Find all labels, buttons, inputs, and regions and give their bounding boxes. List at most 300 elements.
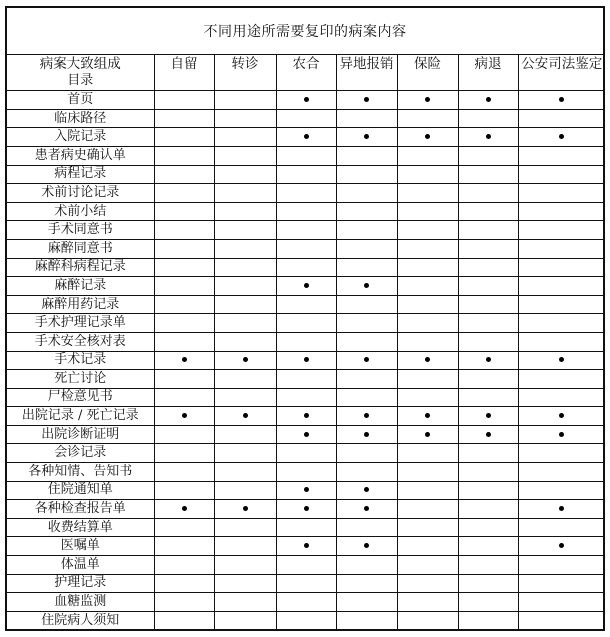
- mark-cell: [458, 277, 518, 296]
- bullet-mark-icon: [304, 487, 309, 492]
- bullet-mark-icon: [425, 357, 430, 362]
- mark-cell: [518, 332, 605, 351]
- mark-cell: [336, 277, 397, 296]
- mark-cell: [214, 202, 276, 221]
- mark-cell: [336, 425, 397, 444]
- row-label: 手术同意书: [7, 221, 154, 240]
- mark-cell: [154, 593, 214, 612]
- mark-cell: [154, 481, 214, 500]
- mark-cell: [518, 593, 605, 612]
- table-row: [7, 500, 605, 519]
- mark-cell: [458, 518, 518, 537]
- mark-cell: [214, 425, 276, 444]
- mark-cell: [214, 556, 276, 575]
- bullet-mark-icon: [364, 413, 369, 418]
- mark-cell: [154, 556, 214, 575]
- bullet-mark-icon: [425, 134, 430, 139]
- mark-cell: [458, 351, 518, 370]
- mark-cell: [154, 202, 214, 221]
- mark-cell: [397, 518, 458, 537]
- bullet-mark-icon: [559, 413, 564, 418]
- mark-cell: [458, 295, 518, 314]
- mark-cell: [276, 332, 336, 351]
- mark-cell: [397, 277, 458, 296]
- mark-cell: [458, 463, 518, 482]
- table-row: [7, 370, 605, 389]
- mark-cell: [518, 91, 605, 110]
- mark-cell: [397, 611, 458, 629]
- mark-cell: [214, 295, 276, 314]
- mark-cell: [336, 500, 397, 519]
- mark-cell: [518, 295, 605, 314]
- mark-cell: [214, 221, 276, 240]
- table-row: [7, 109, 605, 128]
- mark-cell: [458, 165, 518, 184]
- mark-cell: [397, 91, 458, 110]
- header-record-component: 病案大致组成: [7, 55, 154, 73]
- bullet-mark-icon: [364, 543, 369, 548]
- row-label: 护理记录: [7, 574, 154, 593]
- table-row: [7, 444, 605, 463]
- mark-cell: [336, 388, 397, 407]
- mark-cell: [154, 73, 214, 91]
- mark-cell: [276, 295, 336, 314]
- bullet-mark-icon: [304, 97, 309, 102]
- bullet-mark-icon: [559, 432, 564, 437]
- bullet-mark-icon: [364, 506, 369, 511]
- row-label: 出院诊断证明: [7, 425, 154, 444]
- mark-cell: [276, 73, 336, 91]
- mark-cell: [518, 258, 605, 277]
- mark-cell: [214, 239, 276, 258]
- mark-cell: [336, 463, 397, 482]
- mark-cell: [276, 518, 336, 537]
- mark-cell: [397, 425, 458, 444]
- mark-cell: [458, 611, 518, 629]
- bullet-mark-icon: [364, 487, 369, 492]
- row-label: 各种检查报告单: [7, 500, 154, 519]
- mark-cell: [458, 91, 518, 110]
- bullet-mark-icon: [425, 413, 430, 418]
- row-label: 入院记录: [7, 128, 154, 147]
- mark-cell: [336, 165, 397, 184]
- header-rural-coop: 农合: [276, 55, 336, 73]
- mark-cell: [458, 500, 518, 519]
- table-row: [7, 351, 605, 370]
- mark-cell: [397, 314, 458, 333]
- mark-cell: [397, 388, 458, 407]
- mark-cell: [154, 444, 214, 463]
- bullet-mark-icon: [182, 506, 187, 511]
- bullet-mark-icon: [486, 413, 491, 418]
- bullet-mark-icon: [559, 134, 564, 139]
- header-offsite-reimbursement: 异地报销: [336, 55, 397, 73]
- table-row: [7, 73, 605, 91]
- mark-cell: [518, 500, 605, 519]
- mark-cell: [276, 481, 336, 500]
- mark-cell: [214, 463, 276, 482]
- table-row: [7, 239, 605, 258]
- table-row: [7, 332, 605, 351]
- mark-cell: [336, 146, 397, 165]
- table-row: [7, 165, 605, 184]
- mark-cell: [214, 314, 276, 333]
- table-row: [7, 425, 605, 444]
- table-row: [7, 184, 605, 203]
- mark-cell: [336, 221, 397, 240]
- mark-cell: [458, 444, 518, 463]
- mark-cell: [214, 128, 276, 147]
- mark-cell: [276, 258, 336, 277]
- table-row: [7, 463, 605, 482]
- mark-cell: [214, 91, 276, 110]
- mark-cell: [397, 295, 458, 314]
- row-label: 出院记录 / 死亡记录: [7, 407, 154, 426]
- bullet-mark-icon: [182, 357, 187, 362]
- mark-cell: [336, 109, 397, 128]
- mark-cell: [154, 537, 214, 556]
- mark-cell: [336, 611, 397, 629]
- row-label: 手术记录: [7, 351, 154, 370]
- mark-cell: [154, 258, 214, 277]
- mark-cell: [336, 184, 397, 203]
- table-row: [7, 202, 605, 221]
- mark-cell: [336, 128, 397, 147]
- mark-cell: [276, 202, 336, 221]
- table-row: [7, 537, 605, 556]
- mark-cell: [214, 537, 276, 556]
- mark-cell: [518, 463, 605, 482]
- mark-cell: [336, 239, 397, 258]
- mark-cell: [397, 73, 458, 91]
- bullet-mark-icon: [425, 432, 430, 437]
- mark-cell: [518, 611, 605, 629]
- bullet-mark-icon: [425, 97, 430, 102]
- mark-cell: [458, 221, 518, 240]
- mark-cell: [518, 370, 605, 389]
- mark-cell: [397, 574, 458, 593]
- mark-cell: [214, 351, 276, 370]
- mark-cell: [276, 239, 336, 258]
- mark-cell: [518, 314, 605, 333]
- mark-cell: [397, 165, 458, 184]
- row-label: 会诊记录: [7, 444, 154, 463]
- table-row: [7, 128, 605, 147]
- table-row: [7, 258, 605, 277]
- mark-cell: [458, 388, 518, 407]
- mark-cell: [154, 500, 214, 519]
- mark-cell: [276, 277, 336, 296]
- header-referral: 转诊: [214, 55, 276, 73]
- mark-cell: [276, 351, 336, 370]
- mark-cell: [154, 277, 214, 296]
- mark-cell: [458, 537, 518, 556]
- mark-cell: [458, 202, 518, 221]
- mark-cell: [154, 165, 214, 184]
- row-label: 目录: [7, 73, 154, 91]
- mark-cell: [336, 556, 397, 575]
- bullet-mark-icon: [559, 97, 564, 102]
- row-label: 手术安全核对表: [7, 332, 154, 351]
- mark-cell: [154, 314, 214, 333]
- mark-cell: [214, 165, 276, 184]
- mark-cell: [154, 407, 214, 426]
- mark-cell: [154, 370, 214, 389]
- mark-cell: [276, 221, 336, 240]
- bullet-mark-icon: [304, 413, 309, 418]
- mark-cell: [214, 370, 276, 389]
- row-label: 麻醉用药记录: [7, 295, 154, 314]
- mark-cell: [154, 184, 214, 203]
- mark-cell: [397, 146, 458, 165]
- mark-cell: [336, 407, 397, 426]
- mark-cell: [458, 109, 518, 128]
- mark-cell: [518, 221, 605, 240]
- table-row: [7, 277, 605, 296]
- table-row: [7, 295, 605, 314]
- bullet-mark-icon: [364, 97, 369, 102]
- row-label: 术前小结: [7, 202, 154, 221]
- record-matrix: [7, 55, 605, 629]
- bullet-mark-icon: [304, 283, 309, 288]
- mark-cell: [518, 425, 605, 444]
- mark-cell: [458, 258, 518, 277]
- mark-cell: [518, 184, 605, 203]
- mark-cell: [276, 407, 336, 426]
- row-label: 各种知情、告知书: [7, 463, 154, 482]
- mark-cell: [154, 221, 214, 240]
- mark-cell: [214, 277, 276, 296]
- mark-cell: [336, 574, 397, 593]
- mark-cell: [154, 425, 214, 444]
- mark-cell: [214, 184, 276, 203]
- mark-cell: [336, 314, 397, 333]
- table-row: [7, 481, 605, 500]
- mark-cell: [154, 295, 214, 314]
- bullet-mark-icon: [304, 134, 309, 139]
- mark-cell: [276, 91, 336, 110]
- table-row: [7, 574, 605, 593]
- mark-cell: [518, 407, 605, 426]
- bullet-mark-icon: [304, 543, 309, 548]
- mark-cell: [397, 500, 458, 519]
- mark-cell: [397, 332, 458, 351]
- mark-cell: [518, 165, 605, 184]
- mark-cell: [276, 611, 336, 629]
- bullet-mark-icon: [559, 543, 564, 548]
- table-row: [7, 146, 605, 165]
- mark-cell: [397, 221, 458, 240]
- mark-cell: [154, 239, 214, 258]
- mark-cell: [397, 109, 458, 128]
- mark-cell: [336, 73, 397, 91]
- mark-cell: [276, 463, 336, 482]
- mark-cell: [397, 184, 458, 203]
- bullet-mark-icon: [182, 413, 187, 418]
- mark-cell: [214, 481, 276, 500]
- mark-cell: [397, 258, 458, 277]
- row-label: 血糖监测: [7, 593, 154, 612]
- mark-cell: [276, 556, 336, 575]
- mark-cell: [154, 518, 214, 537]
- row-label: 医嘱单: [7, 537, 154, 556]
- mark-cell: [214, 407, 276, 426]
- bullet-mark-icon: [486, 97, 491, 102]
- mark-cell: [336, 332, 397, 351]
- mark-cell: [214, 611, 276, 629]
- bullet-mark-icon: [304, 432, 309, 437]
- table-row: [7, 221, 605, 240]
- bullet-mark-icon: [486, 357, 491, 362]
- mark-cell: [458, 574, 518, 593]
- mark-cell: [214, 146, 276, 165]
- bullet-mark-icon: [486, 134, 491, 139]
- mark-cell: [397, 128, 458, 147]
- mark-cell: [276, 388, 336, 407]
- mark-cell: [154, 611, 214, 629]
- mark-cell: [214, 593, 276, 612]
- mark-cell: [397, 463, 458, 482]
- mark-cell: [518, 128, 605, 147]
- bullet-mark-icon: [364, 283, 369, 288]
- table-row: [7, 556, 605, 575]
- bullet-mark-icon: [364, 134, 369, 139]
- mark-cell: [214, 518, 276, 537]
- mark-cell: [336, 351, 397, 370]
- mark-cell: [276, 314, 336, 333]
- mark-cell: [518, 518, 605, 537]
- mark-cell: [458, 184, 518, 203]
- bullet-mark-icon: [364, 357, 369, 362]
- row-label: 手术护理记录单: [7, 314, 154, 333]
- table-title: 不同用途所需要复印的病案内容: [7, 8, 603, 55]
- mark-cell: [154, 146, 214, 165]
- mark-cell: [397, 202, 458, 221]
- mark-cell: [214, 444, 276, 463]
- bullet-mark-icon: [559, 506, 564, 511]
- table-row: [7, 407, 605, 426]
- mark-cell: [336, 370, 397, 389]
- mark-cell: [214, 332, 276, 351]
- header-self-keep: 自留: [154, 55, 214, 73]
- mark-cell: [214, 388, 276, 407]
- row-label: 麻醉同意书: [7, 239, 154, 258]
- mark-cell: [397, 407, 458, 426]
- mark-cell: [276, 165, 336, 184]
- mark-cell: [397, 593, 458, 612]
- mark-cell: [397, 351, 458, 370]
- mark-cell: [276, 128, 336, 147]
- mark-cell: [518, 388, 605, 407]
- bullet-mark-icon: [243, 506, 248, 511]
- mark-cell: [518, 73, 605, 91]
- row-label: 体温单: [7, 556, 154, 575]
- mark-cell: [154, 332, 214, 351]
- mark-cell: [276, 146, 336, 165]
- mark-cell: [276, 370, 336, 389]
- row-label: 麻醉科病程记录: [7, 258, 154, 277]
- mark-cell: [276, 425, 336, 444]
- mark-cell: [154, 574, 214, 593]
- row-label: 首页: [7, 91, 154, 110]
- mark-cell: [336, 537, 397, 556]
- mark-cell: [154, 91, 214, 110]
- mark-cell: [336, 481, 397, 500]
- mark-cell: [458, 239, 518, 258]
- mark-cell: [458, 425, 518, 444]
- table-row: [7, 388, 605, 407]
- row-label: 住院通知单: [7, 481, 154, 500]
- mark-cell: [276, 109, 336, 128]
- mark-cell: [458, 407, 518, 426]
- mark-cell: [154, 351, 214, 370]
- mark-cell: [458, 370, 518, 389]
- mark-cell: [397, 370, 458, 389]
- table-body: [7, 73, 605, 630]
- mark-cell: [276, 537, 336, 556]
- mark-cell: [518, 277, 605, 296]
- mark-cell: [458, 481, 518, 500]
- mark-cell: [397, 537, 458, 556]
- row-label: 收费结算单: [7, 518, 154, 537]
- mark-cell: [336, 295, 397, 314]
- mark-cell: [214, 500, 276, 519]
- header-judicial-appraisal: 公安司法鉴定: [518, 55, 605, 73]
- mark-cell: [397, 556, 458, 575]
- mark-cell: [458, 314, 518, 333]
- mark-cell: [214, 109, 276, 128]
- mark-cell: [336, 91, 397, 110]
- table-row: [7, 518, 605, 537]
- mark-cell: [518, 444, 605, 463]
- header-row: [7, 55, 605, 73]
- row-label: 术前讨论记录: [7, 184, 154, 203]
- mark-cell: [518, 351, 605, 370]
- row-label: 住院病人须知: [7, 611, 154, 629]
- mark-cell: [518, 146, 605, 165]
- mark-cell: [458, 556, 518, 575]
- table-row: [7, 593, 605, 612]
- mark-cell: [458, 332, 518, 351]
- mark-cell: [518, 574, 605, 593]
- mark-cell: [458, 146, 518, 165]
- mark-cell: [276, 593, 336, 612]
- mark-cell: [214, 258, 276, 277]
- mark-cell: [397, 239, 458, 258]
- mark-cell: [154, 109, 214, 128]
- mark-cell: [518, 109, 605, 128]
- mark-cell: [336, 518, 397, 537]
- bullet-mark-icon: [304, 506, 309, 511]
- mark-cell: [336, 444, 397, 463]
- mark-cell: [397, 481, 458, 500]
- row-label: 死亡讨论: [7, 370, 154, 389]
- mark-cell: [518, 239, 605, 258]
- medical-record-copy-table: [5, 6, 605, 631]
- mark-cell: [154, 463, 214, 482]
- mark-cell: [214, 574, 276, 593]
- mark-cell: [154, 388, 214, 407]
- mark-cell: [276, 184, 336, 203]
- mark-cell: [214, 73, 276, 91]
- mark-cell: [458, 593, 518, 612]
- bullet-mark-icon: [364, 432, 369, 437]
- mark-cell: [336, 593, 397, 612]
- mark-cell: [336, 202, 397, 221]
- bullet-mark-icon: [243, 413, 248, 418]
- mark-cell: [336, 258, 397, 277]
- mark-cell: [276, 500, 336, 519]
